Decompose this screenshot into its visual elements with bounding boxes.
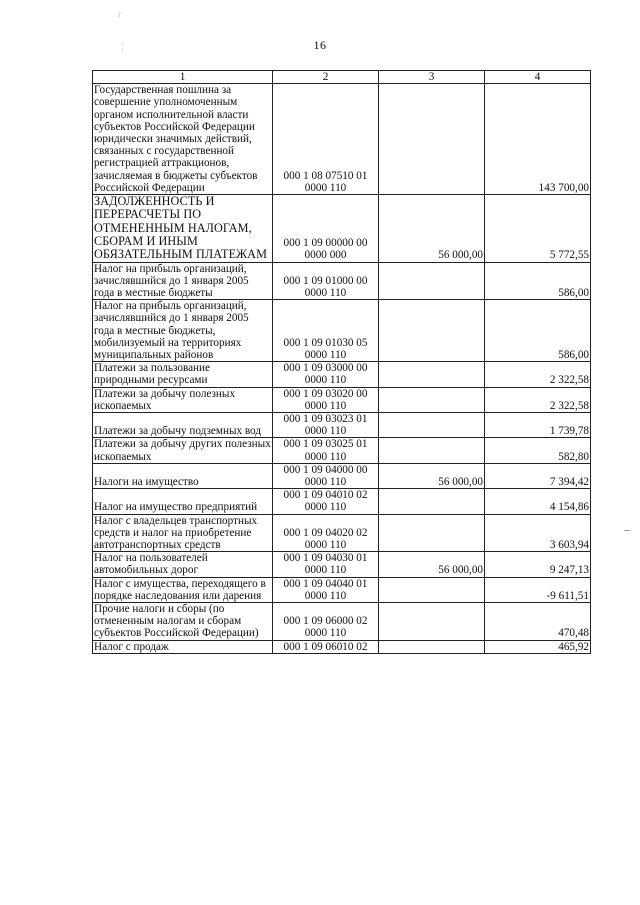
row-name-cell: Прочие налоги и сборы (по отмененным налогам и сборам субъектов Российской Федерации) — [93, 603, 273, 641]
row-name-cell: Государственная пошлина за совершение уполномоченным органом исполнительной власти субъектов Российской Федерации юридически значимых действий, связанных с государственной регистрацией аттракционов, зачисляемая в бюджеты субъектов Российской Федерации — [93, 84, 273, 195]
row-actual-cell: 3 603,94 — [485, 514, 591, 552]
table-row — [93, 438, 591, 463]
row-name-cell: ЗАДОЛЖЕННОСТЬ И ПЕРЕРАСЧЕТЫ ПО ОТМЕНЕННЫМ НАЛОГАМ, СБОРАМ И ИНЫМ ОБЯЗАТЕЛЬНЫМ ПЛАТЕЖАМ — [93, 195, 273, 262]
row-plan-cell: 56 000,00 — [379, 463, 485, 488]
row-code-cell: 000 1 09 03023 01 0000 110 — [273, 412, 379, 437]
table-row — [93, 577, 591, 602]
table-row — [93, 300, 591, 362]
table-body — [93, 84, 591, 654]
row-code-cell: 000 1 09 03000 00 0000 110 — [273, 362, 379, 387]
row-plan-cell — [379, 300, 485, 362]
row-actual-cell: 470,48 — [485, 603, 591, 641]
table-row — [93, 552, 591, 577]
row-code-cell: 000 1 09 04000 00 0000 110 — [273, 463, 379, 488]
row-code-cell: 000 1 09 04020 02 0000 110 — [273, 514, 379, 552]
row-code-cell: 000 1 09 04030 01 0000 110 — [273, 552, 379, 577]
row-code-cell: 000 1 09 01030 05 0000 110 — [273, 300, 379, 362]
row-name-cell: Платежи за добычу полезных ископаемых — [93, 387, 273, 412]
table-row — [93, 412, 591, 437]
row-plan-cell — [379, 262, 485, 300]
row-plan-cell — [379, 412, 485, 437]
row-actual-cell: 7 394,42 — [485, 463, 591, 488]
row-actual-cell: 582,80 — [485, 438, 591, 463]
row-actual-cell: 143 700,00 — [485, 84, 591, 195]
row-name-cell: Налог на имущество предприятий — [93, 489, 273, 514]
row-actual-cell: 465,92 — [485, 640, 591, 653]
column-header-2: 2 — [273, 71, 379, 84]
row-actual-cell: 586,00 — [485, 300, 591, 362]
row-code-cell: 000 1 08 07510 01 0000 110 — [273, 84, 379, 195]
table-row — [93, 84, 591, 195]
edge-mark — [624, 530, 630, 531]
table-row — [93, 362, 591, 387]
row-code-cell: 000 1 09 06000 02 0000 110 — [273, 603, 379, 641]
row-name-cell: Налоги на имущество — [93, 463, 273, 488]
row-plan-cell — [379, 362, 485, 387]
table-row — [93, 463, 591, 488]
row-actual-cell: 4 154,86 — [485, 489, 591, 514]
row-actual-cell: -9 611,51 — [485, 577, 591, 602]
row-code-cell: 000 1 09 00000 00 0000 000 — [273, 195, 379, 262]
row-code-cell: 000 1 09 06010 02 — [273, 640, 379, 653]
table-row — [93, 489, 591, 514]
row-actual-cell: 9 247,13 — [485, 552, 591, 577]
column-header-4: 4 — [485, 71, 591, 84]
table-row — [93, 387, 591, 412]
row-plan-cell: 56 000,00 — [379, 195, 485, 262]
budget-revenue-table — [92, 70, 591, 654]
row-actual-cell: 2 322,58 — [485, 387, 591, 412]
row-name-cell: Налог с продаж — [93, 640, 273, 653]
row-name-cell: Платежи за добычу других полезных ископаемых — [94, 438, 271, 463]
row-plan-cell — [379, 577, 485, 602]
table-header — [93, 71, 591, 84]
row-code-cell: 000 1 09 03020 00 0000 110 — [273, 387, 379, 412]
row-plan-cell — [379, 603, 485, 641]
row-plan-cell — [379, 387, 485, 412]
column-header-3: 3 — [379, 71, 485, 84]
table-row — [93, 195, 591, 262]
page-number: 16 — [313, 38, 327, 52]
row-plan-cell — [379, 514, 485, 552]
row-name-cell: Налог на пользователей автомобильных дорог — [93, 552, 273, 577]
row-name-cell: Налог на прибыль организаций, зачислявшийся до 1 января 2005 года в местные бюджеты, мобилизуемый на территориях муниципальных районов — [93, 300, 273, 362]
row-name-cell: Платежи за добычу подземных вод — [93, 412, 273, 437]
table-row — [93, 514, 591, 552]
row-plan-cell — [379, 438, 485, 463]
scan-mark: г — [118, 9, 122, 19]
table-row — [93, 640, 591, 653]
row-actual-cell: 1 739,78 — [485, 412, 591, 437]
row-name-cell: Платежи за пользование природными ресурсами — [93, 362, 273, 387]
row-actual-cell: 586,00 — [485, 262, 591, 300]
row-name-cell: Налог на прибыль организаций, зачислявшийся до 1 января 2005 года в местные бюджеты — [93, 262, 273, 300]
scan-mark: ¦ — [122, 41, 124, 51]
header-row — [93, 71, 591, 84]
row-plan-cell — [379, 640, 485, 653]
row-code-cell: 000 1 09 01000 00 0000 110 — [273, 262, 379, 300]
row-code-cell: 000 1 09 03025 01 0000 110 — [273, 438, 379, 463]
row-plan-cell — [379, 489, 485, 514]
row-actual-cell: 5 772,55 — [485, 195, 591, 262]
row-plan-cell — [379, 84, 485, 195]
column-header-1: 1 — [93, 71, 273, 84]
row-name-cell: Налог с имущества, переходящего в порядке наследования или дарения — [93, 577, 273, 602]
table-row — [93, 603, 591, 641]
row-actual-cell: 2 322,58 — [485, 362, 591, 387]
row-code-cell: 000 1 09 04040 01 0000 110 — [273, 577, 379, 602]
table-row — [93, 262, 591, 300]
row-name-cell: Налог с владельцев транспортных средств и налог на приобретение автотранспортных средств — [93, 514, 273, 552]
row-plan-cell: 56 000,00 — [379, 552, 485, 577]
row-code-cell: 000 1 09 04010 02 0000 110 — [273, 489, 379, 514]
